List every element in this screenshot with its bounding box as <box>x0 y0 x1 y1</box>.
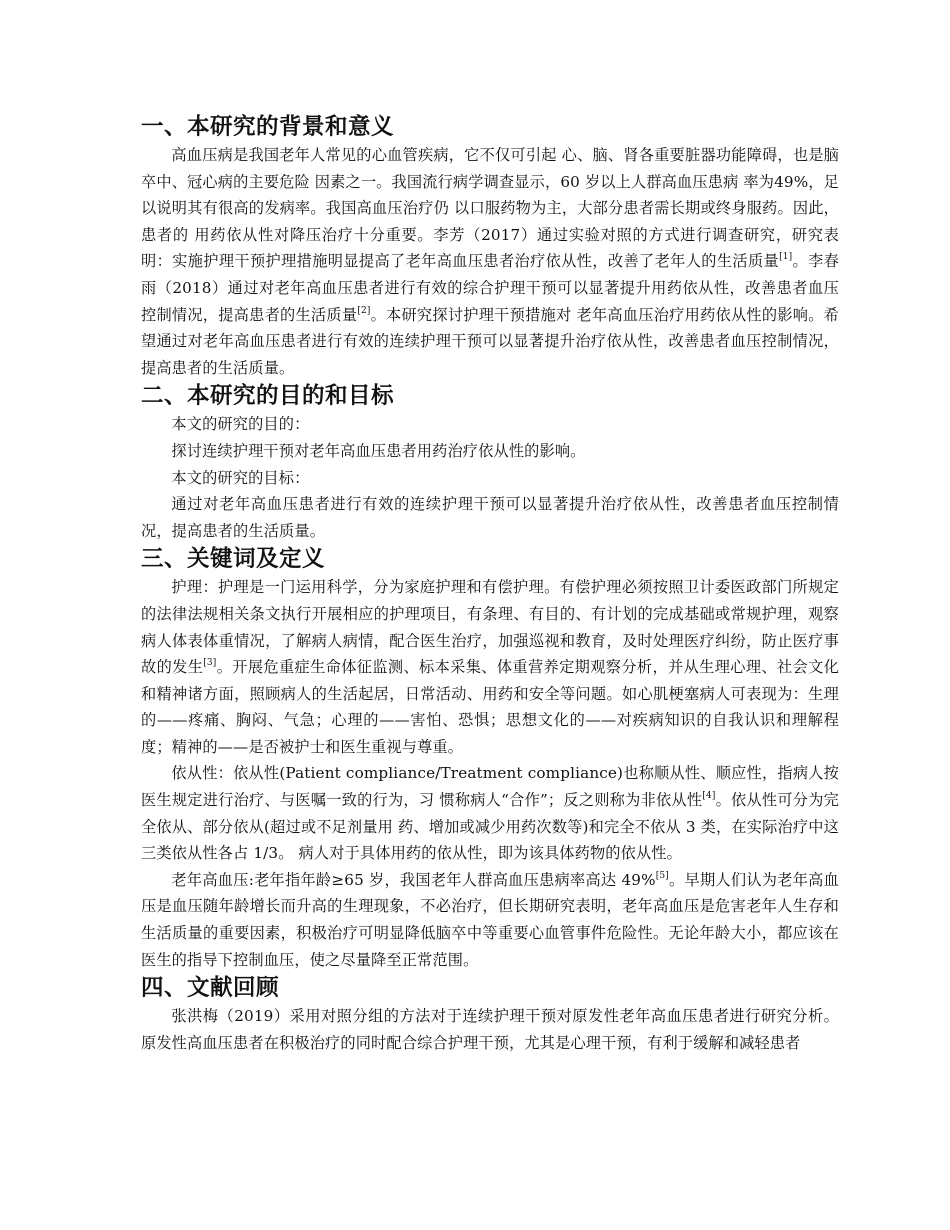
section-heading: 四、文献回顾 <box>141 975 280 1002</box>
paragraph <box>141 574 839 760</box>
paragraph <box>141 867 839 973</box>
section-literature-review <box>141 973 839 1056</box>
paragraph-text: 张洪梅（2019）采用对照分组的方法对于连续护理干预对原发性老年高血压患者进行研究分析。原发性高血压患者在积极治疗的同时配合综合护理干预，尤其是心理干预，有利于缓解和减轻患者 <box>141 1007 839 1052</box>
citation-ref: [1] <box>779 252 793 263</box>
paragraph <box>141 142 839 381</box>
paragraph-text: 。开展危重症生命体征监测、标本采集、体重营养定期观察分析，并从生理心理、社会文化和精神诸方面，照顾病人的生活起居，日常活动、用药和安全等问题。如心肌梗塞病人可表现为：生理的——疼痛、胸闷、气急；心理的——害怕、恐惧；思想文化的——对疾病知识的自我认识和理解程度；精神的——是否被护士和医生重视与尊重。 <box>141 658 840 756</box>
paragraph-text: 探讨连续护理干预对老年高血压患者用药治疗依从性的影响。 <box>171 441 586 460</box>
paragraph-text: 护理：护理是一门运用科学，分为家庭护理和有偿护理。有偿护理必须按照卫计委医政部门所规定的法律法规相关条文执行开展相应的护理项目，有条理、有目的、有计划的完成基础或常规护理，观察病人体表体重情况，了解病人病情，配合医生治疗，加强巡视和教育，及时处理医疗纠纷，防止医疗事故的发生 <box>141 578 839 677</box>
citation-ref: [2] <box>357 305 371 316</box>
section-heading: 二、本研究的目的和目标 <box>141 383 395 410</box>
paragraph-text: 。李春雨（2018）通过对老年高血压患者进行有效的综合护理干预可以显著提升用药依从性，改善患者血压控制情况，提高患者的生活质量 <box>141 252 840 324</box>
paragraph-text: 依从性：依从性(Patient compliance/Treatment compliance)也称顺从性、顺应性，指病人按医生规定进行治疗、与医嘱一致的行为，习 惯称病人“合作”；反之则称为非依从性 <box>141 764 839 810</box>
citation-ref: [3] <box>203 658 217 669</box>
paragraph <box>141 465 839 492</box>
section-heading: 一、本研究的背景和意义 <box>141 114 395 140</box>
document-page <box>141 112 839 1056</box>
section-keywords <box>141 544 839 973</box>
paragraph-text: 本文的研究的目的： <box>171 415 310 434</box>
paragraph-text: 本文的研究的目标： <box>171 468 310 487</box>
section-background <box>141 112 839 381</box>
paragraph <box>141 760 839 866</box>
section-objectives <box>141 381 839 544</box>
paragraph-text: 。依从性可分为完全依从、部分依从(超过或不足剂量用 药、增加或减少用药次数等)和完全不依从 3 类，在实际治疗中这三类依从性各占 1/3。 病人对于具体用药的依从性，即为该具体药物的依从性。 <box>141 791 839 863</box>
paragraph-text: 高血压病是我国老年人常见的心血管疾病，它不仅可引起 心、脑、肾各重要脏器功能障碍，也是脑卒中、冠心病的主要危险 因素之一。我国流行病学调查显示，60 岁以上人群高血压患病 率为49%，足以说明其有很高的发病率。我国高血压治疗仍 以口服药物为主，大部分患者需长期或终身服药。因此，患者的 用药依从性对降压治疗十分重要。李芳（2017）通过实验对照的方式进行调查研究，研究表明：实施护理干预护理措施明显提高了老年高血压患者治疗依从性，改善了老年人的生活质量 <box>141 146 839 271</box>
paragraph <box>141 438 839 465</box>
paragraph <box>141 1003 839 1056</box>
paragraph <box>141 411 839 438</box>
citation-ref: [5] <box>655 870 669 881</box>
paragraph-text: 。本研究探讨护理干预措施对 老年高血压治疗用药依从性的影响。希望通过对老年高血压患者进行有效的连续护理干预可以显著提升治疗依从性，改善患者血压控制情况，提高患者的生活质量。 <box>141 305 839 377</box>
section-heading: 三、关键词及定义 <box>141 546 326 573</box>
paragraph-text: 通过对老年高血压患者进行有效的连续护理干预可以显著提升治疗依从性，改善患者血压控制情况，提高患者的生活质量。 <box>141 495 839 540</box>
citation-ref: [4] <box>702 791 716 801</box>
paragraph-text: 。早期人们认为老年高血压是血压随年龄增长而升高的生理现象，不必治疗，但长期研究表明，老年高血压是危害老年人生存和生活质量的重要因素，积极治疗可明显降低脑卒中等重要心血管事件危险性。无论年龄大小，都应该在医生的指导下控制血压，使之尽量降至正常范围。 <box>141 870 839 969</box>
paragraph <box>141 491 839 544</box>
paragraph-text: 老年高血压:老年指年龄≥65 岁，我国老年人群高血压患病率高达 49% <box>171 870 656 889</box>
